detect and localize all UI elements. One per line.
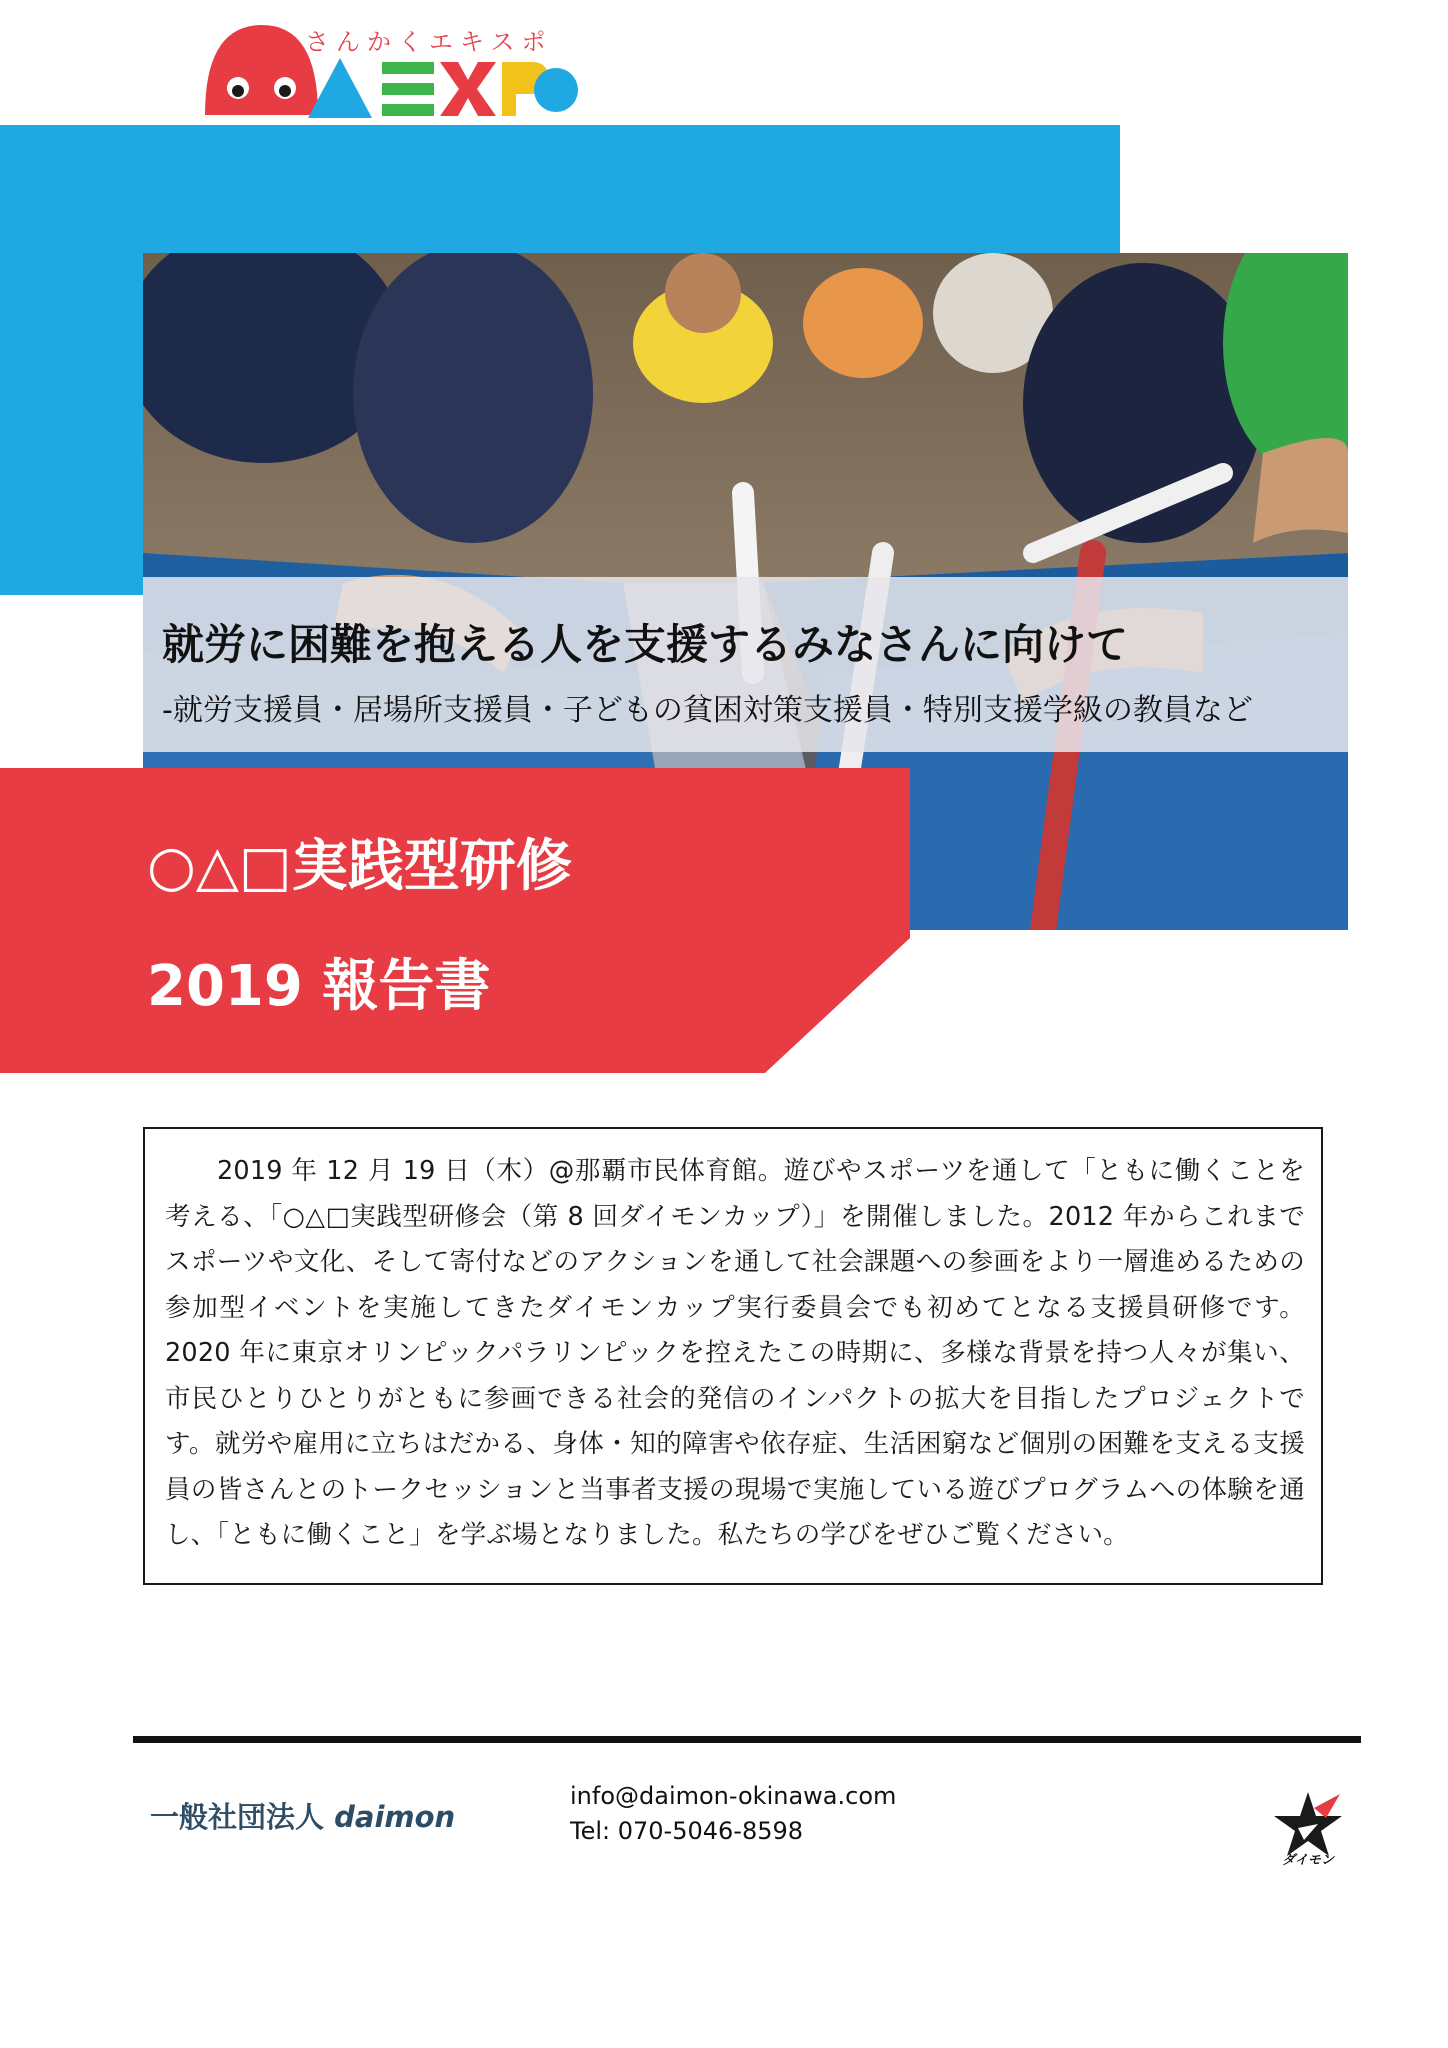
report-title: ○△□実践型研修 [147,834,572,899]
sankaku-expo-logo [200,20,580,120]
report-subtitle-year: 2019 報告書 [147,954,491,1019]
contact-email[interactable]: info@daimon-okinawa.com [570,1782,897,1810]
hero-subline: -就労支援員・居場所支援員・子どもの貧困対策支援員・特別支援学級の教員など [162,693,1253,728]
logo-kana: さんかくエキスポ [305,28,553,56]
summary-text: 2019 年 12 月 19 日（木）@那覇市民体育館。遊びやスポーツを通して「ともに働くことを考える、「○△□実践型研修会（第 8 回ダイモンカップ）」を開催しました。2012 年からこれまでスポーツや文化、そして寄付などのアクションを通して社会課題への参画をより一層進めるための参加型イベントを実施してきたダイモンカップ実行委員会でも初めてとなる支援員研修です。2020 年に東京オリンピックパラリンピックを控えたこの時期に、多様な背景を持つ人々が集い、市民ひとりひとりがともに参画できる社会的発信のインパクトの拡大を目指したプロジェクトです。就労や雇用に立ちはだかる、身体・知的障害や依存症、生活困窮など個別の困難を支える支援員の皆さんとのトークセッションと当事者支援の現場で実施している遊びプログラムへの体験を通し、「ともに働くこと」を学ぶ場となりました。私たちの学びをぜひご覧ください。 [165,1156,1305,1550]
footer-rule [133,1736,1361,1743]
red-title-band [0,768,910,1073]
summary-box [143,1127,1323,1585]
hero-headline: 就労に困難を抱える人を支援するみなさんに向けて [162,620,1129,669]
daimon-logo-kana: ダイモン [1282,1853,1334,1868]
organization-prefix: 一般社団法人 [150,1800,335,1834]
contact-phone: Tel: 070-5046-8598 [570,1817,804,1845]
organization-name [150,1795,455,1836]
organization-latin-name: daimon [334,1800,456,1834]
